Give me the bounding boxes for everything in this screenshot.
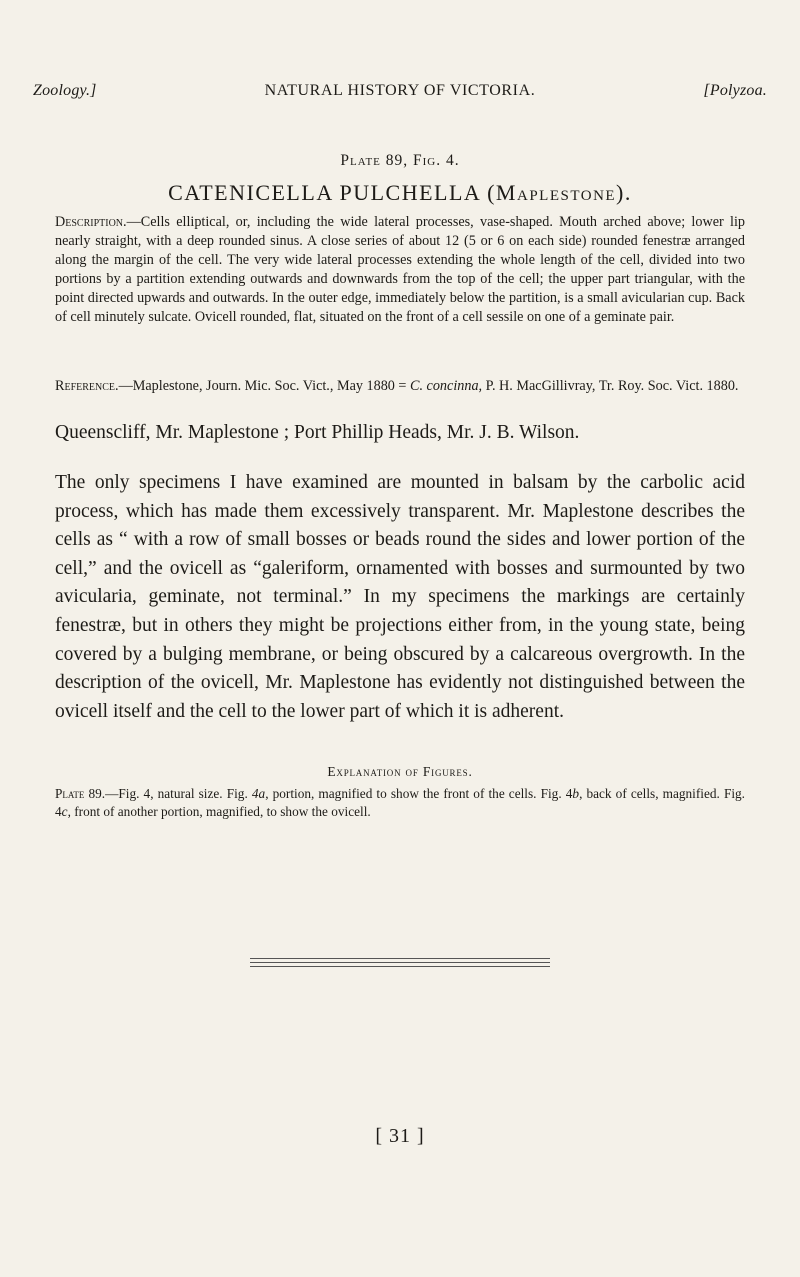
- plate-label: Plate 89, Fig. 4.: [340, 152, 460, 169]
- reference-text-after: P. H. MacGillivray, Tr. Roy. Soc. Vict. 1880.: [482, 378, 739, 394]
- reference-text: —Maplestone, Journ. Mic. Soc. Vict., May 1880 =: [118, 378, 410, 394]
- header-left-label: Zoology.]: [33, 82, 97, 99]
- explanation-paragraph: [55, 785, 745, 820]
- running-header: [33, 82, 767, 104]
- explanation-text-3: , back of cells, magnified. Fig. 4: [55, 786, 746, 819]
- reference-species-synonym: C. concinna,: [409, 378, 483, 394]
- header-right-label: [Polyzoa.: [703, 82, 767, 99]
- species-heading: [0, 180, 800, 206]
- body-paragraph: The only specimens I have examined are mounted in balsam by the carbolic acid process, which has made them excessively transparent. Mr. Maplestone describes the cells as “ with a row of small bosses or beads round the sides and lower portion of the cell,” and the ovicell as “galeriform, ornamented with bosses and surmounted by two avicularia, geminate, not terminal.” In my specimens the markings are certainly fenestræ, but in others they might be projections either from, in the young state, being covered by a bulging membrane, or being obscured by a calcareous overgrowth. In the description of the ovicell, Mr. Maplestone has evidently not distinguished between the ovicell itself and the cell to the lower part of which it is adherent.: [55, 472, 745, 722]
- description-lead: Description.: [55, 214, 127, 230]
- explanation-text-2: , portion, magnified to show the front of the cells. Fig. 4: [265, 786, 573, 801]
- page-number: [ 31 ]: [375, 1125, 425, 1147]
- species-name: CATENICELLA PULCHELLA: [168, 180, 481, 205]
- explanation-fig-4c: c: [61, 803, 68, 819]
- reference-lead: Reference.: [55, 378, 119, 394]
- section-divider: [250, 958, 550, 970]
- locality-line: Queenscliff, Mr. Maplestone ; Port Phillip Heads, Mr. J. B. Wilson.: [55, 422, 580, 443]
- explanation-title: Explanation of Figures.: [327, 764, 473, 779]
- explanation-fig-4a: 4a: [251, 786, 266, 801]
- explanation-text-1: —Fig. 4, natural size. Fig.: [105, 786, 252, 801]
- explanation-fig-4b: b: [572, 786, 580, 801]
- explanation-text-4: , front of another portion, magnified, to show the ovicell.: [67, 803, 371, 819]
- description-paragraph: [55, 213, 745, 327]
- explanation-lead: Plate 89.: [55, 786, 106, 801]
- header-title: NATURAL HISTORY OF VICTORIA.: [264, 82, 536, 99]
- reference-paragraph: [55, 377, 745, 396]
- description-text: —Cells elliptical, or, including the wide lateral processes, vase-shaped. Mouth arched above; lower lip nearly straight, with a deep rounded sinus. A close series of about 12 (5 or 6 on each side) rounded fenestræ arranged along the margin of the cell. The very wide lateral processes extending the whole length of the cell, divided into two portions by a partition extending outwards and downwards from the top of the cell; the upper part triangular, with the point directed upwards and outwards. In the outer edge, immediately below the partition, is a small avicularian cup. Back of cell minutely sulcate. Ovicell rounded, flat, situated on the front of a cell sessile on one of a geminate pair.: [55, 214, 745, 325]
- species-author: (Maplestone).: [487, 180, 632, 205]
